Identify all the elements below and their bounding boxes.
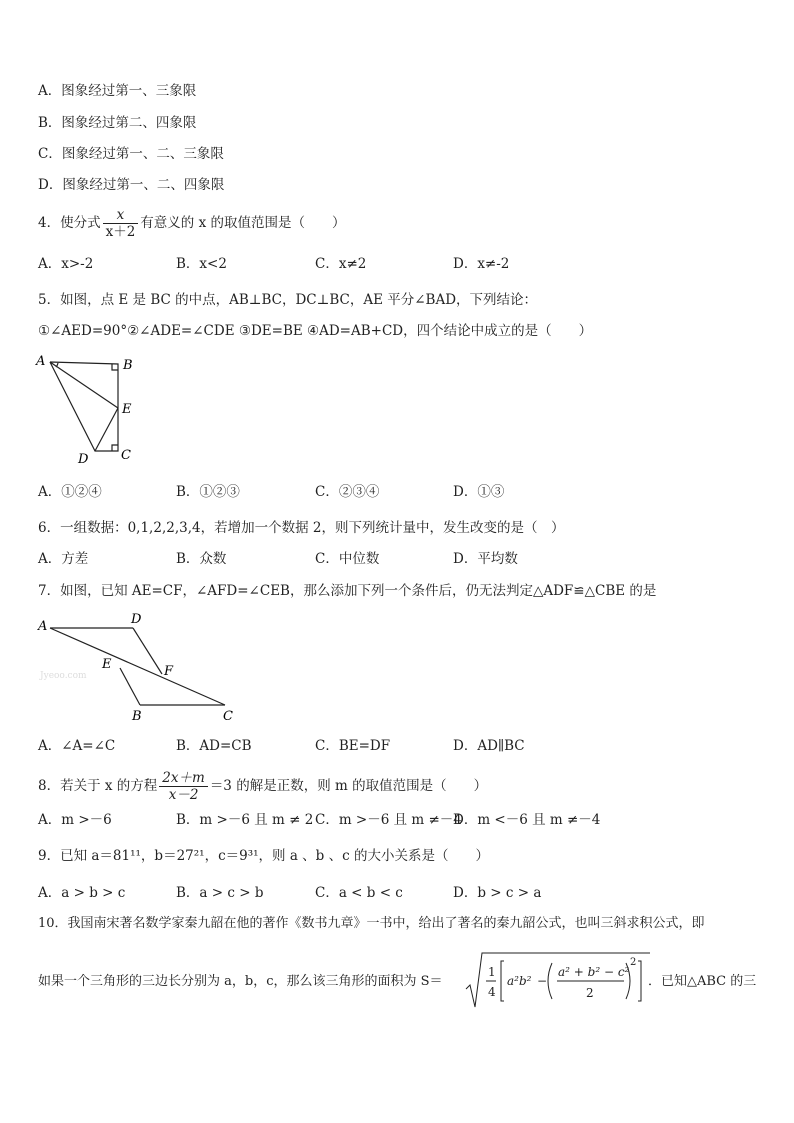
q10-inner-num: a² + b² − c² <box>558 965 630 979</box>
q8-option-c: C．m >－6 且 m ≠－4 <box>315 812 462 828</box>
q7-line-ac <box>50 628 225 705</box>
q10-formula <box>464 949 654 1011</box>
q10-inner-den: 2 <box>586 986 594 1000</box>
q4-option-c: C．x≠2 <box>315 256 367 272</box>
q3-option-a: A．图象经过第一、三象限 <box>38 83 197 99</box>
q3-option-b: B．图象经过第二、四象限 <box>38 115 197 131</box>
q4-option-d: D．x≠-2 <box>453 256 510 272</box>
q7-line-eb <box>120 668 140 705</box>
q9-option-a: A．a > b > c <box>38 885 126 901</box>
q5-option-b: B．①②③ <box>176 484 240 500</box>
q5-label-c: C <box>121 448 131 463</box>
q10-left-bracket <box>501 961 504 1001</box>
q6-option-d: D．平均数 <box>453 551 518 567</box>
q7-option-b: B．AD=CB <box>176 738 252 754</box>
q8-option-a: A．m >－6 <box>38 812 112 828</box>
q8-stem <box>38 770 487 803</box>
q7-option-d: D．AD∥BC <box>453 738 525 754</box>
q5-label-b: B <box>123 358 133 373</box>
q5-angle-mark <box>56 363 58 367</box>
q8-fraction <box>159 770 208 803</box>
q9-option-d: D．b > c > a <box>453 885 542 901</box>
q4-option-a: A．x>-2 <box>38 256 94 272</box>
q5-option-d: D．①③ <box>453 484 505 500</box>
q9-option-b: B．a > c > b <box>176 885 264 901</box>
q3-option-c: C．图象经过第一、二、三象限 <box>38 146 224 162</box>
q7-label-a: A <box>38 619 48 634</box>
q5-line1: 5．如图，点 E 是 BC 的中点，AB⊥BC，DC⊥BC，AE 平分∠BAD，下列结论： <box>38 292 538 308</box>
q10-left-paren <box>548 963 552 999</box>
q6-option-c: C．中位数 <box>315 551 380 567</box>
q5-label-e: E <box>122 402 132 417</box>
q4-prefix: 4．使分式 <box>38 215 101 231</box>
q5-right-angle-b <box>112 364 118 370</box>
q7-option-a: A．∠A=∠C <box>38 738 116 754</box>
q4-option-b: B．x<2 <box>176 256 227 272</box>
q9-stem: 9．已知 a＝81¹¹，b＝27²¹，c＝9³¹，则 a 、b 、c 的大小关系是（ ） <box>38 848 489 864</box>
q4-frac-den: x＋2 <box>105 224 136 240</box>
q10-line2-suffix: ．已知△ABC 的三 <box>648 974 757 989</box>
q8-suffix: ＝3 的解是正数，则 m 的取值范围是（ ） <box>209 778 488 794</box>
q4-stem <box>38 207 346 240</box>
q4-fraction <box>103 207 139 240</box>
q3-option-d: D．图象经过第一、二、四象限 <box>38 177 225 193</box>
q10-quarter-den: 4 <box>488 985 496 999</box>
q4-suffix: 有意义的 x 的取值范围是（ ） <box>140 215 346 231</box>
q5-right-angle-c <box>112 445 118 451</box>
q7-option-c: C．BE=DF <box>315 738 391 754</box>
q8-option-b: B．m >－6 且 m ≠ 2 <box>176 812 314 828</box>
q10-right-bracket <box>638 961 641 1001</box>
q8-frac-num: 2x＋m <box>159 770 208 787</box>
q7-label-d: D <box>131 612 142 627</box>
q5-quadrilateral <box>50 362 118 451</box>
q9-option-c: C．a < b < c <box>315 885 403 901</box>
q6-option-b: B．众数 <box>176 551 227 567</box>
q7-label-e: E <box>102 657 112 672</box>
q5-label-d: D <box>78 452 89 465</box>
q10-outer-exponent: 2 <box>630 957 637 968</box>
q8-option-d: D．m <－6 且 m ≠－4 <box>453 812 601 828</box>
q10-term-a2b2: a²b² <box>507 974 532 988</box>
q7-label-f: F <box>164 664 174 679</box>
q7-label-c: C <box>223 709 233 724</box>
q6-option-a: A．方差 <box>38 551 89 567</box>
q5-line2: ①∠AED=90°②∠ADE=∠CDE ③DE=BE ④AD=AB+CD，四个结论中成立的是（ ） <box>38 323 593 339</box>
q7-figure <box>30 608 245 726</box>
q5-label-a: A <box>36 354 46 369</box>
q5-option-a: A．①②④ <box>38 484 102 500</box>
q5-option-c: C．②③④ <box>315 484 380 500</box>
q8-prefix: 8．若关于 x 的方程 <box>38 778 158 794</box>
q10-line2-prefix: 如果一个三角形的三边长分别为 a，b，c，那么该三角形的面积为 S＝ <box>38 974 443 989</box>
q7-watermark: Jyeoo.com <box>40 671 87 681</box>
q4-frac-num: x <box>103 207 139 224</box>
q7-label-b: B <box>132 709 142 724</box>
q8-frac-den: x－2 <box>168 787 199 803</box>
q10-minus: − <box>537 974 548 988</box>
q10-quarter-num: 1 <box>488 965 496 979</box>
q10-line1: 10．我国南宋著名数学家秦九韶在他的著作《数书九章》一书中，给出了著名的秦九韶公式，也叫三斜求积公式，即 <box>38 916 705 931</box>
q5-line-ae <box>50 362 118 408</box>
q5-figure <box>30 350 150 465</box>
q6-stem: 6．一组数据：0,1,2,2,3,4，若增加一个数据 2，则下列统计量中，发生改变的是（ ） <box>38 520 565 536</box>
q7-line-df <box>133 628 162 674</box>
q7-stem: 7．如图，已知 AE=CF，∠AFD=∠CEB，那么添加下列一个条件后，仍无法判定△ADF≌△CBE 的是 <box>38 583 657 599</box>
